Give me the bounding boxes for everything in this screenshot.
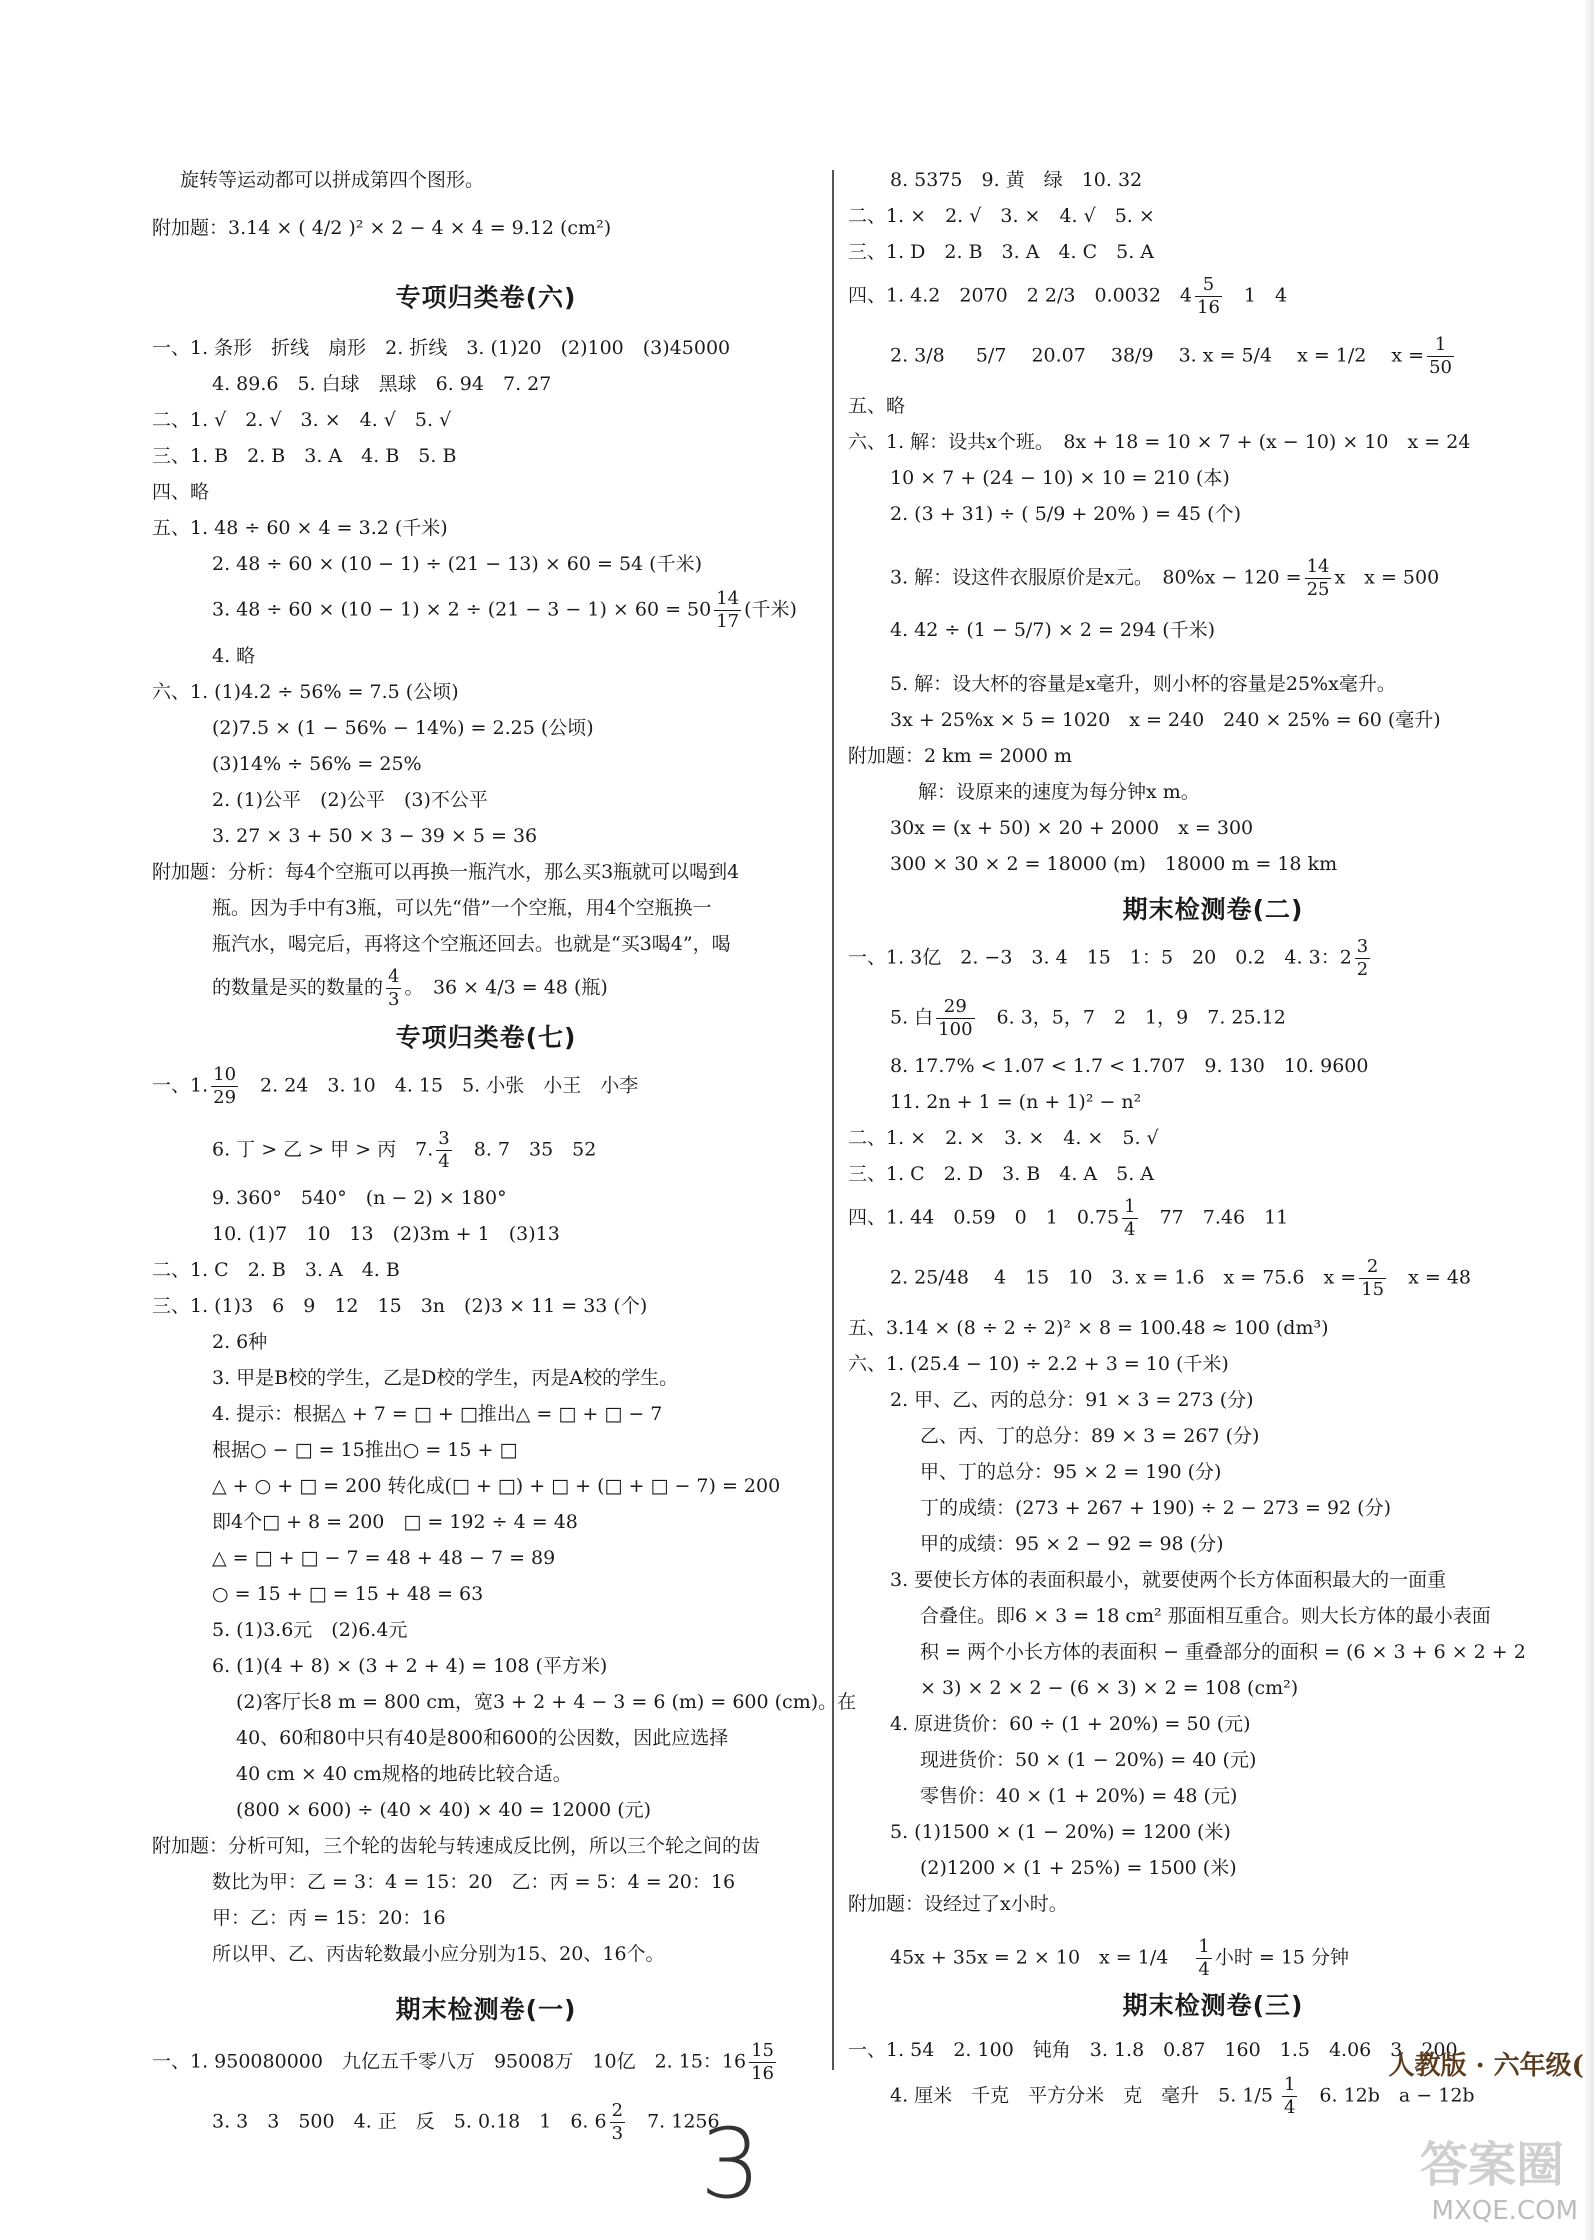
answer-line: 4. 42 ÷ (1 − 5/7) × 2 = 294 (千米) (890, 619, 1216, 641)
answer-line: 10 × 7 + (24 − 10) × 10 = 210 (本) (890, 467, 1230, 489)
fraction (1196, 1936, 1211, 1981)
answer-line: 2. 甲、乙、丙的总分：91 × 3 = 273 (分) (890, 1389, 1254, 1411)
answer-line: 8. 5375 9. 黄 绿 10. 32 (890, 169, 1143, 191)
fraction-numerator: 1 (1283, 2074, 1296, 2095)
answer-line-with-fraction (890, 996, 1286, 1041)
answer-line: 瓶。因为手中有3瓶，可以先“借”一个空瓶，用4个空瓶换一 (212, 897, 712, 919)
answer-line: 六、1. (1)4.2 ÷ 56% = 7.5 (公顷) (152, 681, 459, 703)
page-number: 3 (700, 2108, 762, 2220)
answer-line: 零售价：40 × (1 + 20%) = 48 (元) (920, 1785, 1238, 1807)
answer-line: 3. 要使长方体的表面积最小，就要使两个长方体面积最大的一面重 (890, 1569, 1447, 1591)
fraction-denominator: 100 (938, 1019, 973, 1040)
fraction (610, 2100, 625, 2145)
answer-line-with-fraction (890, 1256, 1471, 1301)
answer-line-with-fraction (152, 1064, 638, 1109)
line-text: 一、1. 950080000 九亿五千零八万 95008万 10亿 2. 15：16 (152, 2050, 747, 2073)
fraction-denominator: 4 (1198, 1959, 1210, 1980)
line-text: 小时 = 15 分钟 (1214, 1946, 1350, 1969)
answer-line: 一、1. 条形 折线 扇形 2. 折线 3. (1)20 (2)100 (3)45000 (152, 337, 731, 359)
answer-line: 一、1. 54 2. 100 钝角 3. 1.8 0.87 160 1.5 4.06 3 200 (848, 2039, 1458, 2061)
section-heading: 专项归类卷(七) (395, 1023, 577, 1052)
fraction-denominator: 3 (388, 989, 400, 1010)
answer-line-with-fraction (212, 2100, 720, 2145)
answer-line: △ = □ + □ − 7 = 48 + 48 − 7 = 89 (212, 1547, 556, 1569)
answer-line-with-fraction (212, 588, 797, 633)
section-heading: 期末检测卷(一) (395, 1995, 577, 2024)
answer-line: (3)14% ÷ 56% = 25% (212, 753, 422, 775)
line-text: 一、1. 3亿 2. −3 3. 4 15 1：5 20 0.2 4. 3：2 (848, 946, 1352, 969)
column-divider (832, 170, 834, 2070)
fraction-numerator: 1 (1427, 334, 1454, 357)
answer-line: 甲：乙：丙 = 15：20：16 (212, 1907, 446, 1929)
fraction-denominator: 3 (611, 2123, 624, 2144)
fraction-numerator: 10 (213, 1064, 237, 1085)
fraction (1359, 1256, 1386, 1301)
fraction-numerator: 4 (388, 966, 400, 987)
answer-line: 三、1. C 2. D 3. B 4. A 5. A (848, 1163, 1155, 1185)
line-text: x x = 500 (1334, 566, 1440, 589)
answer-line-with-fraction (890, 2074, 1475, 2119)
fraction-denominator: 16 (751, 2063, 775, 2084)
line-text: 2. 24 3. 10 4. 15 5. 小张 小王 小李 (241, 1074, 639, 1097)
answer-line: 3. 甲是B校的学生，乙是D校的学生，丙是A校的学生。 (212, 1367, 679, 1389)
answer-line: 6. (1)(4 + 8) × (3 + 2 + 4) = 108 (平方米) (212, 1655, 608, 1677)
fraction (386, 966, 401, 1011)
answer-line-with-fraction (848, 274, 1287, 319)
line-text: 6. 丁 > 乙 > 甲 > 丙 7. (212, 1138, 434, 1161)
line-text: 。 36 × 4/3 = 48 (瓶) (404, 976, 608, 999)
answer-line-with-fraction (212, 966, 608, 1011)
fraction-numerator: 14 (716, 588, 740, 609)
answer-line: 五、3.14 × (8 ÷ 2 ÷ 2)² × 8 = 100.48 ≈ 100 (dm³) (848, 1317, 1329, 1339)
line-text: (千米) (744, 598, 797, 621)
fraction-numerator: 14 (1306, 556, 1330, 577)
answer-line: 30x = (x + 50) × 20 + 2000 x = 300 (890, 817, 1254, 839)
answer-line: 五、略 (848, 395, 906, 417)
answer-line: (800 × 600) ÷ (40 × 40) × 40 = 12000 (元) (236, 1799, 652, 1821)
fraction-numerator: 1 (1198, 1936, 1210, 1957)
answer-line: 附加题：分析：每4个空瓶可以再换一瓶汽水，那么买3瓶就可以喝到4 (152, 861, 740, 883)
answer-line: △ + ○ + □ = 200 转化成(□ + □) + □ + (□ + □ − 7) = 200 (212, 1475, 781, 1497)
answer-line: 合叠住。即6 × 3 = 18 cm² 那面相互重合。则大长方体的最小表面 (920, 1605, 1491, 1627)
answer-line: (2)1200 × (1 + 25%) = 1500 (米) (920, 1857, 1237, 1879)
answer-line-with-fraction (152, 2040, 779, 2085)
answer-line: 4. 89.6 5. 白球 黑球 6. 94 7. 27 (212, 373, 552, 395)
fraction-numerator: 1 (1124, 1196, 1136, 1217)
answer-line: × 3) × 2 × 2 − (6 × 3) × 2 = 108 (cm²) (920, 1677, 1299, 1699)
answer-line: 瓶汽水，喝完后，再将这个空瓶还回去。也就是“买3喝4”，喝 (212, 933, 731, 955)
answer-line: 40、60和80中只有40是800和600的公因数，因此应选择 (236, 1727, 729, 1749)
answer-line: 10. (1)7 10 13 (2)3m + 1 (3)13 (212, 1223, 560, 1245)
answer-line-with-fraction (890, 556, 1439, 601)
fraction (1282, 2074, 1297, 2119)
fraction-numerator: 29 (936, 996, 974, 1019)
answer-line: 二、1. × 2. √ 3. × 4. √ 5. × (848, 205, 1155, 227)
answer-line: 三、1. D 2. B 3. A 4. C 5. A (848, 241, 1155, 263)
answer-line: 数比为甲：乙 = 3：4 = 15：20 乙：丙 = 5：4 = 20：16 (212, 1871, 736, 1893)
fraction-denominator: 15 (1361, 1279, 1385, 1300)
line-text: 6. 3，5，7 2 1，9 7. 25.12 (977, 1006, 1286, 1029)
fraction (936, 996, 974, 1041)
answer-line: 所以甲、乙、丙齿轮数最小应分别为15、20、16个。 (212, 1943, 665, 1965)
answer-line: 甲的成绩：95 × 2 − 92 = 98 (分) (920, 1533, 1224, 1555)
fraction-denominator: 17 (716, 611, 740, 632)
answer-line: 六、1. 解：设共x个班。 8x + 18 = 10 × 7 + (x − 10) × 10 x = 24 (848, 431, 1471, 453)
line-text: 3. 解：设这件衣服原价是x元。 80%x − 120 = (890, 566, 1302, 589)
answer-line: 三、1. (1)3 6 9 12 15 3n (2)3 × 11 = 33 (个) (152, 1295, 648, 1317)
line-text: x = 48 (1389, 1266, 1472, 1289)
answer-line: 根据○ − □ = 15推出○ = 15 + □ (212, 1439, 518, 1461)
fraction-denominator: 25 (1306, 579, 1330, 600)
answer-line: 二、1. √ 2. √ 3. × 4. √ 5. √ (152, 409, 452, 431)
line-text: 一、1. (152, 1074, 209, 1097)
fraction (1305, 556, 1332, 601)
answer-line: 11. 2n + 1 = (n + 1)² − n² (890, 1091, 1142, 1113)
answer-line: 附加题：3.14 × ( 4/2 )² × 2 − 4 × 4 = 9.12 (cm²) (152, 217, 612, 239)
answer-line: 4. 原进货价：60 ÷ (1 + 20%) = 50 (元) (890, 1713, 1251, 1735)
fraction (1122, 1196, 1137, 1241)
watermark-logo: 答案圈 (1419, 2137, 1564, 2193)
fraction-denominator: 29 (213, 1087, 237, 1108)
answer-line-with-fraction (890, 1936, 1349, 1981)
fraction-numerator: 2 (1359, 1256, 1386, 1279)
answer-line: 4. 略 (212, 645, 256, 667)
answer-line: 三、1. B 2. B 3. A 4. B 5. B (152, 445, 457, 467)
answer-line-with-fraction (890, 334, 1457, 379)
section-heading: 期末检测卷(二) (1122, 895, 1304, 924)
line-text: 3. 48 ÷ 60 × (10 − 1) × 2 ÷ (21 − 3 − 1) × 60 = 50 (212, 598, 712, 621)
answer-line: (2)7.5 × (1 − 56% − 14%) = 2.25 (公顷) (212, 717, 594, 739)
fraction-denominator: 50 (1429, 357, 1452, 378)
answer-line-with-fraction (848, 936, 1373, 981)
answer-line: 4. 提示：根据△ + 7 = □ + □推出△ = □ + □ − 7 (212, 1403, 663, 1425)
watermark-url: MXQE.COM (1431, 2196, 1578, 2226)
line-text: 45x + 35x = 2 × 10 x = 1/4 (890, 1946, 1194, 1969)
line-text: 的数量是买的数量的 (212, 976, 384, 999)
line-text: 2. 25/48 4 15 10 3. x = 1.6 x = 75.6 x = (890, 1266, 1357, 1289)
answer-line: 附加题：分析可知，三个轮的齿轮与转速成反比例，所以三个轮之间的齿 (152, 1835, 761, 1857)
answer-line: 丁的成绩：(273 + 267 + 190) ÷ 2 − 273 = 92 (分) (920, 1497, 1392, 1519)
answer-line-with-fraction (848, 1196, 1288, 1241)
answer-line: 3x + 25%x × 5 = 1020 x = 240 240 × 25% = 60 (毫升) (890, 709, 1441, 731)
fraction-denominator: 2 (1356, 959, 1369, 980)
fraction (1195, 274, 1222, 319)
fraction-denominator: 4 (1283, 2097, 1296, 2118)
line-text: 四、1. 4.2 2070 2 2/3 0.0032 4 (848, 284, 1193, 307)
answer-line: 旋转等运动都可以拼成第四个图形。 (180, 169, 485, 191)
section-heading: 期末检测卷(三) (1122, 1991, 1304, 2020)
line-text: 5. 白 (890, 1006, 934, 1029)
fraction (714, 588, 741, 633)
answer-line: ○ = 15 + □ = 15 + 48 = 63 (212, 1583, 484, 1605)
fraction-denominator: 4 (1124, 1219, 1136, 1240)
answer-line: 5. (1)3.6元 (2)6.4元 (212, 1619, 408, 1641)
answer-line: 二、1. × 2. × 3. × 4. × 5. √ (848, 1127, 1159, 1149)
answer-line: 五、1. 48 ÷ 60 × 4 = 3.2 (千米) (152, 517, 448, 539)
fraction (436, 1128, 451, 1173)
line-text: 8. 7 35 52 (454, 1138, 597, 1161)
answer-line: 现进货价：50 × (1 − 20%) = 40 (元) (920, 1749, 1257, 1771)
answer-line: 40 cm × 40 cm规格的地砖比较合适。 (236, 1763, 572, 1785)
fraction (749, 2040, 776, 2085)
fraction (1355, 936, 1370, 981)
answer-line: 六、1. (25.4 − 10) ÷ 2.2 + 3 = 10 (千米) (848, 1353, 1229, 1375)
line-text: 1 4 (1224, 284, 1288, 307)
answer-line: 300 × 30 × 2 = 18000 (m) 18000 m = 18 km (890, 853, 1338, 875)
fraction (211, 1064, 238, 1109)
fraction-denominator: 4 (438, 1151, 450, 1172)
answer-line: 2. 48 ÷ 60 × (10 − 1) ÷ (21 − 13) × 60 = 54 (千米) (212, 553, 703, 575)
answer-line: 解：设原来的速度为每分钟x m。 (918, 781, 1200, 803)
fraction (1427, 334, 1454, 379)
line-text: 6. 12b a − 12b (1300, 2084, 1475, 2107)
line-text: 77 7.46 11 (1140, 1206, 1289, 1229)
answer-line: 8. 17.7% < 1.07 < 1.7 < 1.707 9. 130 10. 9600 (890, 1055, 1369, 1077)
section-heading: 专项归类卷(六) (395, 283, 577, 312)
answer-line: 2. (3 + 31) ÷ ( 5/9 + 20% ) = 45 (个) (890, 503, 1242, 525)
fraction-denominator: 16 (1197, 297, 1220, 318)
answer-line-with-fraction (212, 1128, 596, 1173)
answer-line: 积 = 两个小长方体的表面积 − 重叠部分的面积 = (6 × 3 + 6 × 2 + 2 (920, 1641, 1526, 1663)
answer-line: 甲、丁的总分：95 × 2 = 190 (分) (920, 1461, 1222, 1483)
fraction-numerator: 3 (1356, 936, 1369, 957)
answer-line: 二、1. C 2. B 3. A 4. B (152, 1259, 400, 1281)
line-text: 7. 1256 (628, 2110, 720, 2133)
fraction-numerator: 5 (1195, 274, 1222, 297)
fraction-numerator: 2 (611, 2100, 624, 2121)
answer-line: 5. 解：设大杯的容量是x毫升，则小杯的容量是25%x毫升。 (890, 673, 1396, 695)
answer-line: 附加题：设经过了x小时。 (848, 1893, 1068, 1915)
fraction-numerator: 3 (438, 1128, 450, 1149)
edition-label: 人教版 · 六年级( (1388, 2051, 1584, 2081)
answer-line: 9. 360° 540° (n − 2) × 180° (212, 1187, 507, 1209)
line-text: 四、1. 44 0.59 0 1 0.75 (848, 1206, 1120, 1229)
line-text: 3. 3 3 500 4. 正 反 5. 0.18 1 6. 6 (212, 2110, 607, 2133)
line-text: 4. 厘米 千克 平方分米 克 毫升 5. 1/5 (890, 2084, 1279, 2107)
page-edge-shadow (1584, 0, 1594, 2240)
answer-line: 附加题：2 km = 2000 m (848, 745, 1073, 767)
answer-line: 2. 6种 (212, 1331, 268, 1353)
line-text: 2. 3/8 5/7 20.07 38/9 3. x = 5/4 x = 1/2 x = (890, 344, 1425, 367)
answer-line: 2. (1)公平 (2)公平 (3)不公平 (212, 789, 488, 811)
answer-line: (2)客厅长8 m = 800 cm，宽3 + 2 + 4 − 3 = 6 (m) = 600 (cm)。在 (236, 1691, 857, 1713)
answer-line: 5. (1)1500 × (1 − 20%) = 1200 (米) (890, 1821, 1231, 1843)
answer-line: 3. 27 × 3 + 50 × 3 − 39 × 5 = 36 (212, 825, 538, 847)
answer-line: 即4个□ + 8 = 200 □ = 192 ÷ 4 = 48 (212, 1511, 578, 1533)
answer-line: 四、略 (152, 481, 210, 503)
fraction-numerator: 15 (751, 2040, 775, 2061)
answer-line: 乙、丙、丁的总分：89 × 3 = 267 (分) (920, 1425, 1260, 1447)
